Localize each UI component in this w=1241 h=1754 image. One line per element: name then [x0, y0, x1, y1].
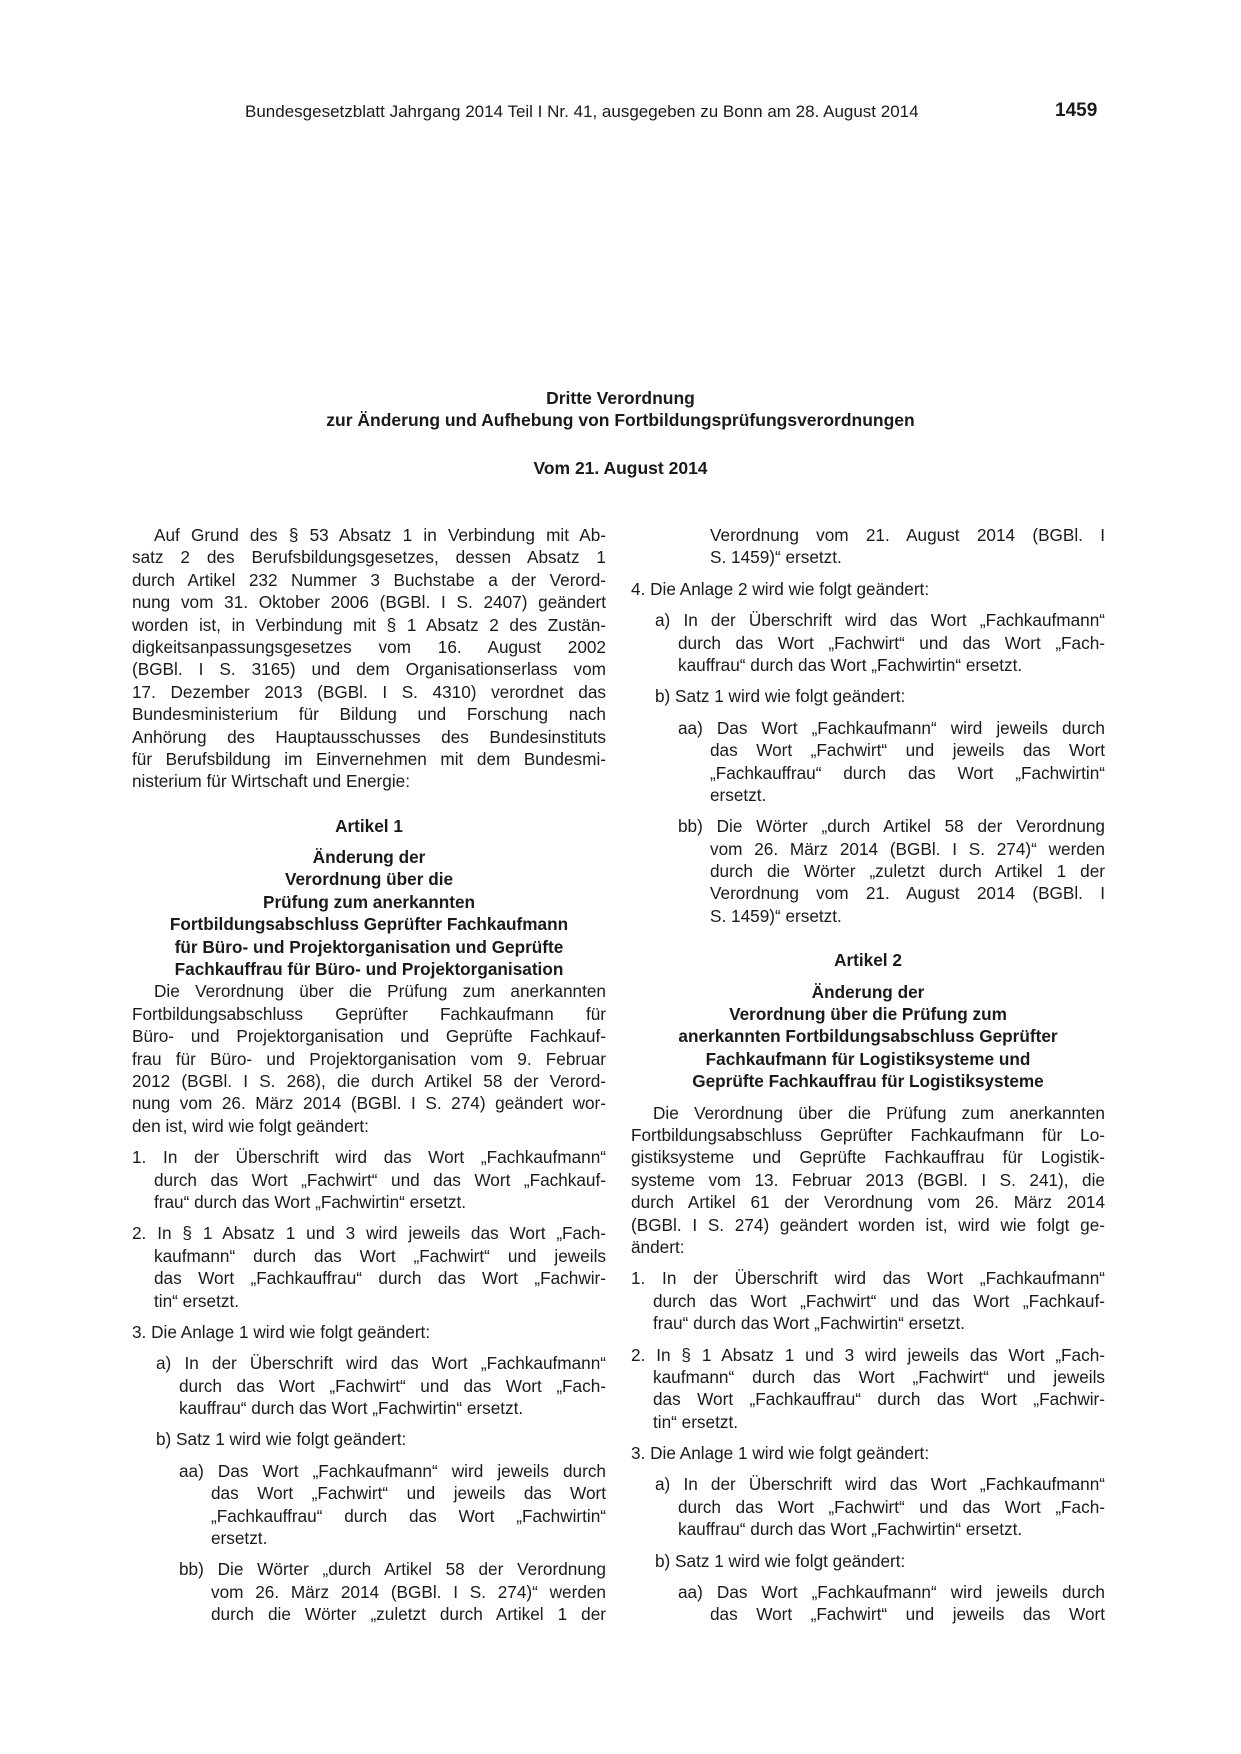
text-line: bb) Die Wörter „durch Artikel 58 der Verordnung	[678, 816, 1105, 837]
text-line: nung vom 31. Oktober 2006 (BGBl. I S. 2407) geändert	[132, 592, 606, 613]
spacer	[132, 1451, 606, 1460]
text-line: Verordnung vom 21. August 2014 (BGBl. I	[710, 883, 1105, 904]
text-line: Fortbildungsabschluss Geprüfter Fachkaufmann für Lo-	[631, 1124, 1105, 1145]
text-line: den ist, wird wie folgt geändert:	[132, 1115, 369, 1136]
text-line: Büro- und Projektorganisation und Geprüfte Fachkauf-	[132, 1026, 606, 1047]
text-line: 1. In der Überschrift wird das Wort „Fachkaufmann“	[132, 1147, 606, 1168]
text-line: durch das Wort „Fachwirt“ und das Wort „Fachkauf-	[653, 1290, 1105, 1311]
text-line: ersetzt.	[211, 1528, 268, 1549]
text-line: 3. Die Anlage 1 wird wie folgt geändert:	[132, 1321, 431, 1342]
text-line: das Wort „Fachkauffrau“ durch das Wort „Fachwir-	[154, 1268, 606, 1289]
spacer	[631, 1464, 1105, 1473]
text-line: b) Satz 1 wird wie folgt geändert:	[156, 1429, 407, 1450]
text-line: Die Verordnung über die Prüfung zum anerkannten	[154, 981, 606, 1002]
text-line: frau für Büro- und Projektorganisation vom 9. Februar	[132, 1048, 606, 1069]
text-line: bb) Die Wörter „durch Artikel 58 der Verordnung	[179, 1559, 606, 1580]
text-line: durch das Wort „Fachwirt“ und das Wort „Fachkauf-	[154, 1169, 606, 1190]
document-title	[120, 387, 1121, 431]
text-line: 2. In § 1 Absatz 1 und 3 wird jeweils das Wort „Fach-	[132, 1223, 606, 1244]
text-line: satz 2 des Berufsbildungsgesetzes, dessen Absatz 1	[132, 547, 606, 568]
text-line: a) In der Überschrift wird das Wort „Fachkaufmann“	[655, 610, 1105, 631]
section-heading-line: Prüfung zum anerkannten	[263, 891, 475, 912]
text-line: digkeitsanpassungsgesetzes vom 16. August 2002	[132, 636, 606, 657]
spacer	[631, 806, 1105, 815]
text-line: durch die Wörter „zuletzt durch Artikel 1 der	[211, 1604, 606, 1625]
text-line: 4. Die Anlage 2 wird wie folgt geändert:	[631, 578, 930, 599]
text-line: das Wort „Fachwirt“ und jeweils das Wort	[710, 1604, 1105, 1625]
spacer	[631, 676, 1105, 685]
section-heading-line: anerkannten Fortbildungsabschluss Geprüfter	[678, 1026, 1058, 1047]
spacer	[631, 1335, 1105, 1344]
text-line: für Berufsbildung im Einvernehmen mit dem Bundesmi-	[132, 748, 606, 769]
spacer	[631, 1541, 1105, 1550]
spacer	[132, 1419, 606, 1428]
spacer	[631, 927, 1105, 949]
section-heading-line: für Büro- und Projektorganisation und Geprüfte	[174, 936, 564, 957]
text-line: worden ist, in Verbindung mit § 1 Absatz 2 des Zustän-	[132, 614, 606, 635]
section-heading-line: Verordnung über die Prüfung zum	[729, 1004, 1007, 1025]
section-heading-line: Verordnung über die	[284, 869, 454, 890]
text-line: Fortbildungsabschluss Geprüfter Fachkaufmann für	[132, 1003, 606, 1024]
page-header	[0, 100, 1241, 124]
text-line: tin“ ersetzt.	[154, 1290, 240, 1311]
text-line: ändert:	[631, 1236, 685, 1257]
text-line: durch Artikel 61 der Verordnung vom 26. März 2014	[631, 1192, 1105, 1213]
text-line: gistiksysteme und Geprüfte Fachkauffrau für Logistik-	[631, 1147, 1105, 1168]
text-line: aa) Das Wort „Fachkaufmann“ wird jeweils durch	[179, 1460, 606, 1481]
text-line: Anhörung des Hauptausschusses des Bundesinstituts	[132, 726, 606, 747]
document-date: Vom 21. August 2014	[533, 458, 708, 478]
text-line: frau“ durch das Wort „Fachwirtin“ ersetzt.	[653, 1313, 966, 1334]
text-line: nung vom 26. März 2014 (BGBl. I S. 274) geändert wor-	[132, 1093, 606, 1114]
text-line: „Fachkauffrau“ durch das Wort „Fachwirtin“	[211, 1505, 606, 1526]
text-line: Bundesministerium für Bildung und Forschung nach	[132, 704, 606, 725]
text-line: Verordnung vom 21. August 2014 (BGBl. I	[710, 525, 1105, 545]
text-line: 2012 (BGBl. I S. 268), die durch Artikel 58 der Verord-	[132, 1070, 606, 1091]
text-line: 2. In § 1 Absatz 1 und 3 wird jeweils das Wort „Fach-	[631, 1344, 1105, 1365]
text-line: durch das Wort „Fachwirt“ und das Wort „Fach-	[179, 1375, 606, 1396]
section-heading-line: Fachkaufmann für Logistiksysteme und	[705, 1048, 1031, 1069]
section-heading-line: Fortbildungsabschluss Geprüfter Fachkaufmann	[169, 914, 569, 935]
spacer	[631, 569, 1105, 578]
section-heading-line: Geprüfte Fachkauffrau für Logistiksysteme	[692, 1071, 1044, 1092]
text-line: das Wort „Fachkauffrau“ durch das Wort „Fachwir-	[653, 1389, 1105, 1410]
section-heading-line: Fachkauffrau für Büro- und Projektorganisation	[174, 959, 564, 980]
text-line: b) Satz 1 wird wie folgt geändert:	[655, 1550, 906, 1571]
spacer	[631, 708, 1105, 717]
text-line: ersetzt.	[710, 784, 767, 805]
spacer	[132, 837, 606, 846]
title-line-2: zur Änderung und Aufhebung von Fortbildungsprüfungsverordnungen	[326, 410, 915, 430]
section-heading-line: Artikel 1	[335, 815, 403, 836]
text-line: tin“ ersetzt.	[653, 1411, 739, 1432]
text-line: (BGBl. I S. 3165) und dem Organisationserlass vom	[132, 659, 606, 680]
text-line: das Wort „Fachwirt“ und jeweils das Wort	[211, 1483, 606, 1504]
right-column	[631, 524, 1105, 1626]
spacer	[132, 1137, 606, 1146]
spacer	[132, 1549, 606, 1558]
text-line: 3. Die Anlage 1 wird wie folgt geändert:	[631, 1443, 930, 1464]
text-line: durch das Wort „Fachwirt“ und das Wort „Fach-	[678, 1496, 1105, 1517]
text-line: vom 26. März 2014 (BGBl. I S. 274)“ werden	[710, 838, 1105, 859]
text-line: (BGBl. I S. 274) geändert worden ist, wird wie folgt ge-	[631, 1214, 1105, 1235]
text-line: S. 1459)“ ersetzt.	[710, 547, 842, 568]
running-head: Bundesgesetzblatt Jahrgang 2014 Teil I Nr. 41, ausgegeben zu Bonn am 28. August 2014	[245, 102, 919, 121]
title-line-1: Dritte Verordnung	[546, 388, 695, 408]
text-line: durch Artikel 232 Nummer 3 Buchstabe a der Verord-	[132, 569, 606, 590]
section-heading-line: Änderung der	[811, 981, 925, 1002]
spacer	[132, 1343, 606, 1352]
spacer	[132, 1213, 606, 1222]
text-line: frau“ durch das Wort „Fachwirtin“ ersetzt.	[154, 1191, 467, 1212]
text-line: b) Satz 1 wird wie folgt geändert:	[655, 686, 906, 707]
section-heading-line: Änderung der	[312, 847, 426, 868]
text-line: 1. In der Überschrift wird das Wort „Fachkaufmann“	[631, 1268, 1105, 1289]
spacer	[631, 1572, 1105, 1581]
spacer	[631, 1258, 1105, 1267]
text-line: das Wort „Fachwirt“ und jeweils das Wort	[710, 740, 1105, 761]
text-line: aa) Das Wort „Fachkaufmann“ wird jeweils durch	[678, 1582, 1105, 1603]
text-line: durch das Wort „Fachwirt“ und das Wort „Fach-	[678, 632, 1105, 653]
text-line: „Fachkauffrau“ durch das Wort „Fachwirtin“	[710, 762, 1105, 783]
text-line: kauffrau“ durch das Wort „Fachwirtin“ ersetzt.	[179, 1398, 524, 1419]
spacer	[631, 972, 1105, 981]
text-line: kauffrau“ durch das Wort „Fachwirtin“ ersetzt.	[678, 654, 1023, 675]
spacer	[631, 600, 1105, 609]
text-line: kauffrau“ durch das Wort „Fachwirtin“ ersetzt.	[678, 1519, 1023, 1540]
text-line: a) In der Überschrift wird das Wort „Fachkaufmann“	[655, 1474, 1105, 1495]
text-line: aa) Das Wort „Fachkaufmann“ wird jeweils durch	[678, 717, 1105, 738]
section-heading-line: Artikel 2	[834, 950, 902, 971]
text-line: durch die Wörter „zuletzt durch Artikel 1 der	[710, 861, 1105, 882]
text-line: kaufmann“ durch das Wort „Fachwirt“ und jeweils	[154, 1245, 606, 1266]
text-line: Die Verordnung über die Prüfung zum anerkannten	[653, 1102, 1105, 1123]
text-line: a) In der Überschrift wird das Wort „Fachkaufmann“	[156, 1353, 606, 1374]
page-number: 1459	[1055, 100, 1098, 121]
text-line: kaufmann“ durch das Wort „Fachwirt“ und jeweils	[653, 1366, 1105, 1387]
text-line: vom 26. März 2014 (BGBl. I S. 274)“ werden	[211, 1581, 606, 1602]
spacer	[132, 1312, 606, 1321]
spacer	[631, 1093, 1105, 1102]
spacer	[132, 793, 606, 815]
text-line: 17. Dezember 2013 (BGBl. I S. 4310) verordnet das	[132, 681, 606, 702]
spacer	[631, 1433, 1105, 1442]
text-line: systeme vom 13. Februar 2013 (BGBl. I S. 241), die	[631, 1169, 1105, 1190]
text-line: Auf Grund des § 53 Absatz 1 in Verbindung mit Ab-	[154, 525, 606, 545]
left-column	[132, 524, 606, 1626]
text-line: nisterium für Wirtschaft und Energie:	[132, 771, 410, 792]
text-line: S. 1459)“ ersetzt.	[710, 905, 842, 926]
